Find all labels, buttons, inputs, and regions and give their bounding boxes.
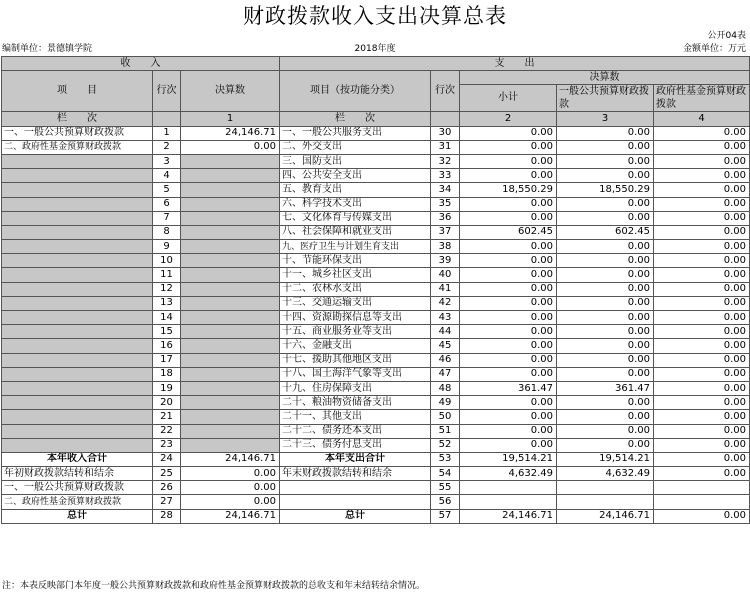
- expense-item: 二十一、其他支出: [280, 410, 431, 424]
- row-number: 55: [431, 481, 460, 495]
- amount-cell: 0.00: [460, 126, 557, 140]
- expense-item: 七、文化体育与传媒支出: [280, 211, 431, 225]
- income-item: [2, 268, 153, 282]
- expense-item: 十四、资源勘探信息等支出: [280, 311, 431, 325]
- table-row: [2, 396, 750, 410]
- expense-item: 十八、国土海洋气象等支出: [280, 367, 431, 381]
- amount-cell: 0.00: [654, 140, 750, 154]
- row-number: 25: [153, 467, 181, 481]
- table-row: [2, 211, 750, 225]
- amount-cell: 24,146.71: [460, 509, 557, 523]
- amount-cell: 0.00: [654, 268, 750, 282]
- table-row: [2, 197, 750, 211]
- amount-cell: 18,550.29: [460, 183, 557, 197]
- function-item-header: 项目（按功能分类）: [280, 71, 431, 112]
- unit-label: 编制单位：景德镇学院: [2, 44, 93, 54]
- amount-cell: 0.00: [460, 424, 557, 438]
- row-number: 43: [431, 311, 460, 325]
- row-number: 24: [153, 452, 181, 466]
- income-item: [2, 438, 153, 452]
- row-number: 50: [431, 410, 460, 424]
- table-row: [2, 367, 750, 381]
- row-number: 39: [431, 254, 460, 268]
- amount-cell: 24,146.71: [181, 509, 280, 523]
- row-number: 16: [153, 339, 181, 353]
- amount-cell: 0.00: [460, 254, 557, 268]
- income-item: [2, 197, 153, 211]
- expense-total-label: 本年支出合计: [280, 452, 431, 466]
- empty-cell: [557, 481, 654, 495]
- row-number: 26: [153, 481, 181, 495]
- amount-cell: 0.00: [654, 154, 750, 168]
- amount-cell: 0.00: [654, 197, 750, 211]
- amount-cell: 0.00: [654, 126, 750, 140]
- amount-cell: 0.00: [654, 396, 750, 410]
- col-number-4: 4: [654, 112, 750, 126]
- row-number: 3: [153, 154, 181, 168]
- amount-cell: 0.00: [654, 452, 750, 466]
- table-row: [2, 254, 750, 268]
- amount-cell: 0.00: [654, 509, 750, 523]
- expense-item: 八、社会保障和就业支出: [280, 225, 431, 239]
- row-number: 45: [431, 339, 460, 353]
- amount-cell: [181, 268, 280, 282]
- col-number-1: 1: [181, 112, 280, 126]
- row-number: 7: [153, 211, 181, 225]
- row-number: 57: [431, 509, 460, 523]
- amount-cell: 0.00: [460, 296, 557, 310]
- amount-cell: 0.00: [654, 381, 750, 395]
- row-number: 32: [431, 154, 460, 168]
- income-item: [2, 254, 153, 268]
- table-row: [2, 183, 750, 197]
- row-number: 8: [153, 225, 181, 239]
- amount-cell: 0.00: [654, 311, 750, 325]
- row-number: 36: [431, 211, 460, 225]
- table-row: [2, 353, 750, 367]
- table-row: [2, 268, 750, 282]
- income-item: [2, 240, 153, 254]
- amount-cell: 0.00: [654, 282, 750, 296]
- expense-header: 支 出: [280, 57, 750, 71]
- income-item: [2, 410, 153, 424]
- end-carryover-label: 年末财政拨款结转和结余: [280, 467, 431, 481]
- amount-cell: 0.00: [654, 367, 750, 381]
- amount-cell: 0.00: [460, 140, 557, 154]
- row-number: 11: [153, 268, 181, 282]
- expense-item: 十六、金融支出: [280, 339, 431, 353]
- amount-cell: [181, 353, 280, 367]
- row-number: 41: [431, 282, 460, 296]
- row-number: 14: [153, 311, 181, 325]
- col-number-2: 2: [460, 112, 557, 126]
- amount-cell: 0.00: [460, 353, 557, 367]
- expense-item: 二十、粮油物资储备支出: [280, 396, 431, 410]
- table-row: [2, 296, 750, 310]
- amount-cell: 0.00: [181, 140, 280, 154]
- expense-item: 二十三、债务付息支出: [280, 438, 431, 452]
- amount-cell: 0.00: [557, 410, 654, 424]
- amount-cell: 24,146.71: [181, 126, 280, 140]
- amount-cell: 0.00: [654, 183, 750, 197]
- amount-cell: [181, 254, 280, 268]
- table-row: [2, 339, 750, 353]
- table-row: [2, 154, 750, 168]
- expense-item: 十九、住房保障支出: [280, 381, 431, 395]
- row-number: 35: [431, 197, 460, 211]
- row-number: 48: [431, 381, 460, 395]
- income-item: [2, 211, 153, 225]
- currency-unit: 金额单位：万元: [682, 44, 746, 54]
- amount-cell: 0.00: [181, 495, 280, 509]
- amount-cell: 0.00: [460, 339, 557, 353]
- row-number: 5: [153, 183, 181, 197]
- row-number: 9: [153, 240, 181, 254]
- row-number: 12: [153, 282, 181, 296]
- row-number: 42: [431, 296, 460, 310]
- income-item: [2, 282, 153, 296]
- amount-cell: 0.00: [557, 296, 654, 310]
- table-row: [2, 410, 750, 424]
- table-row: [2, 424, 750, 438]
- amount-cell: 0.00: [654, 339, 750, 353]
- item-header: 项 目: [2, 71, 153, 112]
- subtotal-header: 小计: [460, 85, 557, 112]
- row-number: 44: [431, 325, 460, 339]
- begin-fund-row: [2, 495, 750, 509]
- expense-item: 十、节能环保支出: [280, 254, 431, 268]
- amount-cell: 0.00: [557, 140, 654, 154]
- row-number: 20: [153, 396, 181, 410]
- amount-cell: 361.47: [557, 381, 654, 395]
- begin-general-label: 一、一般公共预算财政拨款: [2, 481, 153, 495]
- report-year: 2018年度: [354, 44, 396, 54]
- expense-item: 三、国防支出: [280, 154, 431, 168]
- row-number: 31: [431, 140, 460, 154]
- col-number-3: 3: [557, 112, 654, 126]
- amount-cell: 0.00: [654, 467, 750, 481]
- begin-carryover-label: 年初财政拨款结转和结余: [2, 467, 153, 481]
- income-item: [2, 424, 153, 438]
- income-item: [2, 325, 153, 339]
- amount-cell: [181, 282, 280, 296]
- income-item: 二、政府性基金预算财政拨款: [2, 140, 153, 154]
- amount-cell: 0.00: [460, 240, 557, 254]
- amount-cell: 0.00: [557, 211, 654, 225]
- amount-cell: 0.00: [557, 424, 654, 438]
- row-number: 34: [431, 183, 460, 197]
- income-item: [2, 296, 153, 310]
- amount-cell: 0.00: [557, 126, 654, 140]
- empty-cell: [460, 495, 557, 509]
- amount-cell: 0.00: [557, 254, 654, 268]
- amount-cell: [181, 225, 280, 239]
- income-final-header: 决算数: [181, 71, 280, 112]
- income-item: 一、一般公共预算财政拨款: [2, 126, 153, 140]
- income-item: [2, 353, 153, 367]
- amount-cell: 0.00: [654, 240, 750, 254]
- form-code: 公开04表: [707, 31, 746, 41]
- col-blank: [153, 112, 181, 126]
- amount-cell: [181, 396, 280, 410]
- carryover-row: [2, 467, 750, 481]
- amount-cell: 361.47: [460, 381, 557, 395]
- amount-cell: 19,514.21: [460, 452, 557, 466]
- begin-fund-label: 二、政府性基金预算财政拨款: [2, 495, 153, 509]
- column-number-row: [2, 112, 750, 126]
- row-number: 1: [153, 126, 181, 140]
- amount-cell: 0.00: [557, 282, 654, 296]
- table-row: [2, 311, 750, 325]
- row-number: 47: [431, 367, 460, 381]
- amount-cell: 0.00: [557, 353, 654, 367]
- expense-item: 六、科学技术支出: [280, 197, 431, 211]
- amount-cell: [181, 367, 280, 381]
- income-item: [2, 339, 153, 353]
- row-number: 6: [153, 197, 181, 211]
- amount-cell: 0.00: [557, 311, 654, 325]
- col-label-right: 栏 次: [280, 112, 431, 126]
- expense-item: 十三、交通运输支出: [280, 296, 431, 310]
- amount-cell: 0.00: [654, 169, 750, 183]
- amount-cell: 0.00: [557, 396, 654, 410]
- row-number: 23: [153, 438, 181, 452]
- table-row: [2, 282, 750, 296]
- amount-cell: 24,146.71: [181, 452, 280, 466]
- row-number: 37: [431, 225, 460, 239]
- amount-cell: 0.00: [654, 325, 750, 339]
- amount-cell: 0.00: [460, 268, 557, 282]
- empty-cell: [557, 495, 654, 509]
- amount-cell: 0.00: [654, 296, 750, 310]
- empty-cell: [280, 481, 431, 495]
- row-number: 4: [153, 169, 181, 183]
- amount-cell: 0.00: [654, 254, 750, 268]
- amount-cell: 0.00: [460, 211, 557, 225]
- row-number: 52: [431, 438, 460, 452]
- col-blank: [431, 112, 460, 126]
- amount-cell: [181, 240, 280, 254]
- amount-cell: 0.00: [460, 438, 557, 452]
- header-row-2: [2, 71, 750, 85]
- row-number: 53: [431, 452, 460, 466]
- row-number: 40: [431, 268, 460, 282]
- amount-cell: 0.00: [460, 410, 557, 424]
- grand-total-label-right: 总计: [280, 509, 431, 523]
- amount-cell: 0.00: [654, 438, 750, 452]
- amount-cell: 0.00: [557, 268, 654, 282]
- empty-cell: [460, 481, 557, 495]
- row-number: 46: [431, 353, 460, 367]
- row-number: 15: [153, 325, 181, 339]
- amount-cell: [181, 296, 280, 310]
- amount-cell: 0.00: [654, 225, 750, 239]
- income-item: [2, 225, 153, 239]
- row-number: 30: [431, 126, 460, 140]
- row-number: 28: [153, 509, 181, 523]
- table-row: [2, 240, 750, 254]
- income-item: [2, 154, 153, 168]
- expense-final-header: 决算数: [460, 71, 750, 85]
- income-item: [2, 396, 153, 410]
- amount-cell: 19,514.21: [557, 452, 654, 466]
- table-row: [2, 225, 750, 239]
- income-total-row: [2, 452, 750, 466]
- table-row: [2, 126, 750, 140]
- amount-cell: 0.00: [460, 311, 557, 325]
- amount-cell: 0.00: [654, 410, 750, 424]
- amount-cell: 4,632.49: [460, 467, 557, 481]
- report-title: 财政拨款收入支出决算总表: [243, 4, 507, 28]
- amount-cell: 4,632.49: [557, 467, 654, 481]
- amount-cell: 0.00: [460, 197, 557, 211]
- row-number: 22: [153, 424, 181, 438]
- amount-cell: 18,550.29: [557, 183, 654, 197]
- amount-cell: 0.00: [654, 424, 750, 438]
- amount-cell: [181, 154, 280, 168]
- table-row: [2, 438, 750, 452]
- amount-cell: 0.00: [181, 467, 280, 481]
- amount-cell: [181, 339, 280, 353]
- begin-general-row: [2, 481, 750, 495]
- amount-cell: [181, 211, 280, 225]
- table-row: [2, 325, 750, 339]
- footnote: 注：本表反映部门本年度一般公共预算财政拨款和政府性基金预算财政拨款的总收支和年末结转结余情况。: [2, 581, 426, 591]
- income-total-label: 本年收入合计: [2, 452, 153, 466]
- amount-cell: [181, 381, 280, 395]
- amount-cell: 0.00: [460, 282, 557, 296]
- row-number: 56: [431, 495, 460, 509]
- amount-cell: [181, 169, 280, 183]
- amount-cell: [181, 197, 280, 211]
- expense-item: 四、公共安全支出: [280, 169, 431, 183]
- col-label-left: 栏 次: [2, 112, 153, 126]
- row-number: 49: [431, 396, 460, 410]
- income-row-no-header: 行次: [153, 71, 181, 112]
- table-row: [2, 169, 750, 183]
- amount-cell: 0.00: [557, 197, 654, 211]
- row-number: 10: [153, 254, 181, 268]
- amount-cell: [181, 311, 280, 325]
- income-item: [2, 367, 153, 381]
- header-row-1: [2, 57, 750, 71]
- expense-item: 五、教育支出: [280, 183, 431, 197]
- amount-cell: 0.00: [460, 169, 557, 183]
- expense-item: 二十二、债务还本支出: [280, 424, 431, 438]
- expense-item: 九、医疗卫生与计划生育支出: [280, 240, 431, 254]
- amount-cell: 0.00: [460, 396, 557, 410]
- grand-total-row: [2, 509, 750, 523]
- income-header: 收 入: [2, 57, 280, 71]
- amount-cell: 0.00: [181, 481, 280, 495]
- income-item: [2, 183, 153, 197]
- amount-cell: [181, 410, 280, 424]
- amount-cell: 0.00: [557, 367, 654, 381]
- row-number: 2: [153, 140, 181, 154]
- amount-cell: 0.00: [460, 367, 557, 381]
- row-number: 21: [153, 410, 181, 424]
- amount-cell: 0.00: [460, 154, 557, 168]
- row-number: 38: [431, 240, 460, 254]
- amount-cell: 0.00: [557, 438, 654, 452]
- amount-cell: 0.00: [557, 154, 654, 168]
- amount-cell: 0.00: [654, 353, 750, 367]
- empty-cell: [280, 495, 431, 509]
- general-budget-header: 一般公共预算财政拨款: [557, 85, 654, 112]
- row-number: 18: [153, 367, 181, 381]
- amount-cell: 602.45: [460, 225, 557, 239]
- amount-cell: [181, 438, 280, 452]
- income-item: [2, 311, 153, 325]
- row-number: 19: [153, 381, 181, 395]
- amount-cell: [181, 325, 280, 339]
- expense-item: 十七、援助其他地区支出: [280, 353, 431, 367]
- expense-item: 十二、农林水支出: [280, 282, 431, 296]
- amount-cell: 0.00: [557, 169, 654, 183]
- amount-cell: 0.00: [460, 325, 557, 339]
- row-number: 51: [431, 424, 460, 438]
- expense-item: 十一、城乡社区支出: [280, 268, 431, 282]
- table-row: [2, 140, 750, 154]
- gov-fund-header: 政府性基金预算财政拨款: [654, 85, 750, 112]
- amount-cell: 602.45: [557, 225, 654, 239]
- budget-table: [1, 56, 750, 524]
- amount-cell: 24,146.71: [557, 509, 654, 523]
- empty-cell: [654, 495, 750, 509]
- grand-total-label-left: 总计: [2, 509, 153, 523]
- table-row: [2, 381, 750, 395]
- amount-cell: 0.00: [557, 339, 654, 353]
- amount-cell: 0.00: [557, 240, 654, 254]
- row-number: 27: [153, 495, 181, 509]
- row-number: 54: [431, 467, 460, 481]
- expense-item: 一、一般公共服务支出: [280, 126, 431, 140]
- amount-cell: 0.00: [557, 325, 654, 339]
- row-number: 17: [153, 353, 181, 367]
- row-number: 13: [153, 296, 181, 310]
- amount-cell: [181, 183, 280, 197]
- amount-cell: [181, 424, 280, 438]
- amount-cell: 0.00: [654, 211, 750, 225]
- expense-row-no-header: 行次: [431, 71, 460, 112]
- empty-cell: [654, 481, 750, 495]
- expense-item: 二、外交支出: [280, 140, 431, 154]
- row-number: 33: [431, 169, 460, 183]
- income-item: [2, 169, 153, 183]
- expense-item: 十五、商业服务业等支出: [280, 325, 431, 339]
- income-item: [2, 381, 153, 395]
